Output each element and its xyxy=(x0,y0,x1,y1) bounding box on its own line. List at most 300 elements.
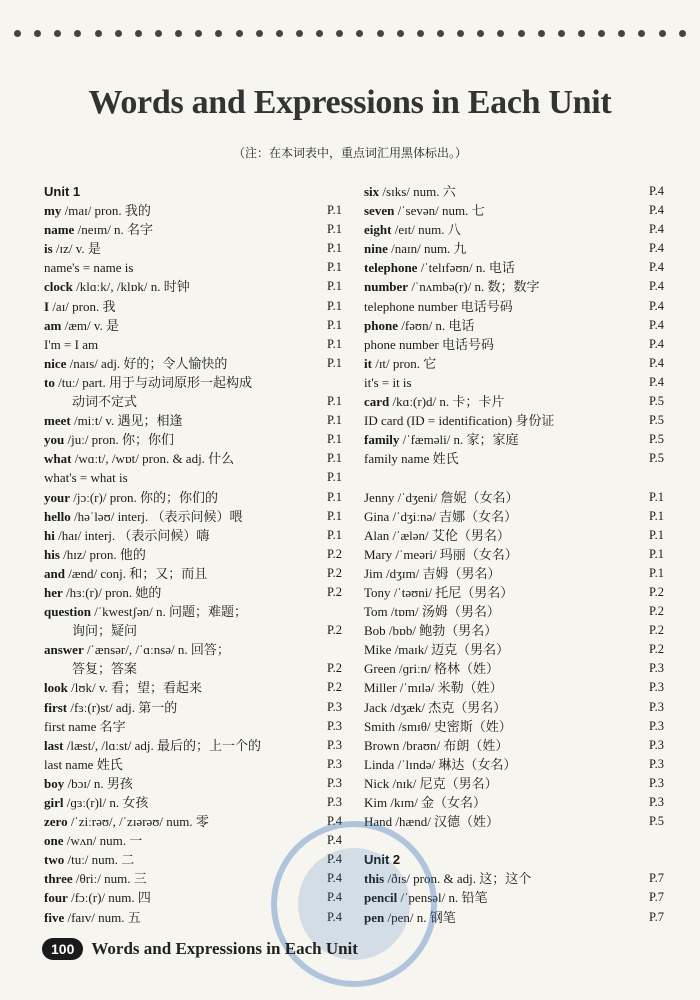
vocab-entry xyxy=(44,201,342,220)
headword: seven xyxy=(364,203,395,219)
definition: /fɔː(r)/ num. 四 xyxy=(67,890,151,906)
vocab-entry xyxy=(364,698,664,717)
vocab-entry xyxy=(44,831,342,850)
binding-dot xyxy=(135,30,142,37)
vocab-entry xyxy=(44,717,342,736)
page-ref: P.4 xyxy=(327,871,342,886)
page-ref: P.1 xyxy=(327,489,342,504)
definition: /lʊk/ v. 看；望；看起来 xyxy=(67,680,202,696)
page-ref: P.4 xyxy=(649,355,664,370)
vocab-entry xyxy=(364,335,664,354)
entry-text xyxy=(44,869,147,888)
vocab-entry xyxy=(44,430,342,449)
vocab-entry xyxy=(364,392,664,411)
page-ref: P.4 xyxy=(649,203,664,218)
headword: family xyxy=(364,432,400,448)
binding-dot xyxy=(95,30,102,37)
headword: Unit 2 xyxy=(364,852,401,868)
headword: his xyxy=(44,546,60,562)
definition: /hɪz/ pron. 他的 xyxy=(59,546,146,562)
entry-text xyxy=(44,850,134,869)
page-ref: P.4 xyxy=(649,317,664,332)
entry-text xyxy=(44,736,261,755)
page-ref: P.2 xyxy=(649,604,664,619)
headword: I xyxy=(44,298,50,314)
binding-dot xyxy=(155,30,162,37)
page-ref: P.2 xyxy=(327,546,342,561)
entry-text xyxy=(44,182,80,201)
headword: one xyxy=(44,833,64,849)
definition: /ðɪs/ pron. & adj. 这；这个 xyxy=(384,871,532,887)
definition: /naɪn/ num. 九 xyxy=(387,241,467,257)
entry-text xyxy=(364,297,513,316)
note: （注：在本词表中，重点词汇用黑体标出。） xyxy=(232,146,467,160)
page-ref: P.3 xyxy=(649,661,664,676)
vocab-entry xyxy=(44,297,342,316)
headword: pencil xyxy=(364,890,398,906)
vocab-entry xyxy=(44,640,342,659)
entry-text xyxy=(44,545,146,564)
binding-dot xyxy=(377,30,384,37)
headword: five xyxy=(44,909,65,925)
binding-dot xyxy=(54,30,61,37)
headword: card xyxy=(364,394,390,410)
vocab-entry xyxy=(364,449,664,468)
vocab-entry xyxy=(44,583,342,602)
page-ref: P.3 xyxy=(327,795,342,809)
vocab-entry xyxy=(44,354,342,373)
definition: phone number 电话号码 xyxy=(364,336,494,352)
binding-dot xyxy=(175,30,182,37)
entry-text xyxy=(364,640,509,659)
definition: /eɪt/ num. 八 xyxy=(391,222,461,238)
definition: 询问；疑问 xyxy=(72,623,138,639)
binding-dot xyxy=(215,30,222,37)
page-ref: P.3 xyxy=(649,718,664,733)
binding-dot xyxy=(598,30,605,37)
definition: /ˈziːrəʊ/, /ˈzɪərəʊ/ num. 零 xyxy=(67,814,209,830)
headword: your xyxy=(44,489,70,505)
vocab-entry xyxy=(364,812,664,831)
binding-dot xyxy=(195,30,202,37)
entry-text xyxy=(364,373,412,392)
entry-text xyxy=(364,182,456,201)
entry-text xyxy=(44,507,243,526)
definition: ID card (ID = identification) 身份证 xyxy=(364,413,555,429)
vocab-entry xyxy=(44,335,342,354)
page-ref: P.3 xyxy=(327,718,342,733)
definition: /æm/ v. 是 xyxy=(61,317,120,333)
definition: Kim /kɪm/ 金（女名） xyxy=(364,795,487,810)
page-ref: P.4 xyxy=(649,374,664,389)
definition: /ˈpensəl/ n. 铅笔 xyxy=(397,890,488,906)
page-ref: P.1 xyxy=(649,565,664,580)
page-ref: P.1 xyxy=(327,260,342,275)
entry-text xyxy=(364,736,508,755)
definition: /pen/ n. 钢笔 xyxy=(384,909,456,925)
vocab-entry xyxy=(364,774,664,793)
headword: telephone xyxy=(364,260,418,276)
page-ref: P.3 xyxy=(327,756,342,771)
vocab-entry xyxy=(44,507,342,526)
vocab-entry xyxy=(44,373,342,392)
entry-text xyxy=(44,354,227,373)
headword: clock xyxy=(44,279,73,295)
entry-text xyxy=(44,468,128,487)
binding-dot xyxy=(417,30,424,37)
entry-text xyxy=(44,621,137,640)
page-ref: P.3 xyxy=(327,737,342,752)
page-ref: P.3 xyxy=(649,737,664,752)
page-ref: P.4 xyxy=(649,298,664,313)
entry-text xyxy=(44,793,148,812)
headword: and xyxy=(44,565,65,581)
vocab-entry xyxy=(364,545,664,564)
definition: Alan /ˈælən/ 艾伦（男名） xyxy=(364,527,510,543)
vocab-entry xyxy=(44,277,342,296)
page-ref: P.3 xyxy=(649,775,664,790)
definition: /kɑː(r)d/ n. 卡；卡片 xyxy=(389,394,505,410)
vocab-entry xyxy=(364,602,664,621)
vocab-entry xyxy=(364,869,664,888)
binding-dot xyxy=(578,30,585,37)
definition: /læst/, /lɑːst/ adj. 最后的；上一个的 xyxy=(63,737,261,753)
definition: Bob /bɒb/ 鲍勃（男名） xyxy=(364,623,498,639)
vocab-entry xyxy=(364,621,664,640)
definition: Jack /dʒæk/ 杰克（男名） xyxy=(364,699,507,715)
vocab-entry xyxy=(364,354,664,373)
page-ref: P.4 xyxy=(327,852,342,867)
headword: zero xyxy=(44,814,68,830)
definition: Jim /dʒɪm/ 吉姆（男名） xyxy=(364,565,501,581)
definition: /ˈsevən/ num. 七 xyxy=(394,203,485,219)
definition: Jenny /ˈdʒeni/ 詹妮（女名） xyxy=(364,489,519,505)
binding-dot xyxy=(296,30,303,37)
headword: is xyxy=(44,241,53,257)
entry-text xyxy=(44,392,137,411)
vocab-entry xyxy=(44,850,342,869)
entry-text xyxy=(44,755,123,774)
definition: /juː/ pron. 你；你们 xyxy=(64,432,175,448)
entry-text xyxy=(364,869,531,888)
definition: first name 名字 xyxy=(44,718,126,734)
entry-text xyxy=(364,774,498,793)
headword: name xyxy=(44,222,75,238)
page-ref: P.4 xyxy=(649,241,664,256)
vocab-entry xyxy=(364,678,664,697)
vocab-entry xyxy=(44,755,342,774)
definition: /ˈfæməli/ n. 家；家庭 xyxy=(399,432,519,448)
entry-text xyxy=(44,526,209,545)
page-ref: P.3 xyxy=(649,795,664,809)
definition: /ɪz/ v. 是 xyxy=(52,241,101,257)
page-ref: P.1 xyxy=(327,241,342,256)
vocab-entry xyxy=(364,430,664,449)
vocab-entry xyxy=(44,564,342,583)
page-ref: P.5 xyxy=(649,432,664,447)
definition: /tuː/ num. 二 xyxy=(64,852,135,868)
vocab-entry xyxy=(44,602,342,621)
entry-text xyxy=(364,430,519,449)
entry-text xyxy=(44,812,209,831)
entry-text xyxy=(44,335,98,354)
binding-dots xyxy=(14,30,686,40)
page-ref: P.1 xyxy=(649,508,664,523)
page-ref: P.1 xyxy=(327,394,342,409)
headword: hi xyxy=(44,527,55,543)
vocab-entry xyxy=(364,659,664,678)
page-ref: P.1 xyxy=(327,336,342,351)
headword: eight xyxy=(364,222,392,238)
vocab-entry xyxy=(364,736,664,755)
entry-text xyxy=(364,507,517,526)
page-ref: P.3 xyxy=(649,680,664,695)
entry-text xyxy=(44,908,141,927)
page-ref: P.2 xyxy=(327,584,342,599)
definition: Linda /ˈlɪndə/ 琳达（女名） xyxy=(364,756,517,772)
entry-text xyxy=(44,488,218,507)
entry-text xyxy=(44,297,116,316)
entry-text xyxy=(364,908,456,927)
headword: Unit 1 xyxy=(44,184,81,199)
vocab-entry xyxy=(364,488,664,507)
definition: Tom /tɒm/ 汤姆（男名） xyxy=(364,604,500,620)
binding-dot xyxy=(477,30,484,37)
footer-title: Words and Expressions in Each Unit xyxy=(91,939,358,958)
definition: Brown /braʊn/ 布朗（姓） xyxy=(364,737,509,753)
definition: /neɪm/ n. 名字 xyxy=(74,222,154,238)
binding-dot xyxy=(14,30,21,37)
page-ref: P.4 xyxy=(327,890,342,905)
definition: /hɜː(r)/ pron. 她的 xyxy=(62,584,162,600)
definition: /ˈænsər/, /ˈɑːnsə/ n. 回答； xyxy=(83,642,230,658)
page-ref: P.3 xyxy=(327,775,342,790)
definition: 动词不定式 xyxy=(72,394,138,410)
vocab-entry xyxy=(364,526,664,545)
definition: /klɑːk/, /klɒk/ n. 时钟 xyxy=(72,279,190,295)
headword: four xyxy=(44,890,68,906)
page-ref: P.7 xyxy=(649,871,664,886)
definition: Mike /maɪk/ 迈克（男名） xyxy=(364,642,510,658)
binding-dot xyxy=(638,30,645,37)
page-ref: P.3 xyxy=(649,699,664,714)
headword: answer xyxy=(44,642,84,658)
definition: /ænd/ conj. 和；又；而且 xyxy=(64,565,208,581)
entry-text xyxy=(44,659,137,678)
page-ref: P.1 xyxy=(327,508,342,523)
definition: /wʌn/ num. 一 xyxy=(63,833,143,849)
binding-dot xyxy=(356,30,363,37)
entry-text xyxy=(44,564,207,583)
vocab-entry xyxy=(44,698,342,717)
binding-dot xyxy=(497,30,504,37)
page-ref: P.1 xyxy=(327,432,342,447)
definition: /ɪt/ pron. 它 xyxy=(371,355,437,371)
entry-text xyxy=(44,640,230,659)
definition: 答复；答案 xyxy=(72,661,138,677)
entry-text xyxy=(44,449,234,468)
page-ref: P.7 xyxy=(649,890,664,905)
vocab-entry xyxy=(44,392,342,411)
page-ref: P.4 xyxy=(327,909,342,924)
binding-dot xyxy=(397,30,404,37)
vocab-entry xyxy=(364,182,664,201)
headword: to xyxy=(44,374,55,390)
definition: what's = what is xyxy=(44,470,128,486)
entry-text xyxy=(364,659,499,678)
vocab-entry xyxy=(364,793,664,812)
definition: family name 姓氏 xyxy=(364,451,459,467)
binding-dot xyxy=(336,30,343,37)
vocab-entry xyxy=(364,201,664,220)
entry-text xyxy=(44,831,142,850)
headword: nice xyxy=(44,355,67,371)
page-ref: P.1 xyxy=(327,470,342,485)
entry-text xyxy=(44,258,133,277)
definition: /θriː/ num. 三 xyxy=(72,871,147,887)
entry-text xyxy=(44,411,183,430)
binding-dot xyxy=(236,30,243,37)
vocab-entry xyxy=(364,717,664,736)
entry-text xyxy=(364,316,474,335)
vocab-entry xyxy=(364,888,664,907)
headword: my xyxy=(44,203,62,219)
page-ref: P.1 xyxy=(327,527,342,542)
definition: Hand /hænd/ 汉德（姓） xyxy=(364,814,500,830)
spacer-row xyxy=(364,831,664,850)
vocab-entry xyxy=(44,869,342,888)
entry-text xyxy=(364,220,461,239)
spacer-row xyxy=(364,468,664,487)
page-ref: P.4 xyxy=(649,222,664,237)
page-title: Words and Expressions in Each Unit xyxy=(88,84,612,121)
entry-text xyxy=(44,602,247,621)
definition: /ˈkwestʃən/ n. 问题；难题； xyxy=(90,604,247,620)
page-ref: P.3 xyxy=(327,699,342,714)
definition: /miːt/ v. 遇见；相逢 xyxy=(70,413,183,429)
entry-text xyxy=(44,430,174,449)
footer xyxy=(42,938,358,960)
definition: Smith /smɪθ/ 史密斯（姓） xyxy=(364,718,512,734)
page-ref: P.2 xyxy=(327,661,342,676)
definition: Green /ɡriːn/ 格林（姓） xyxy=(364,661,500,677)
binding-dot xyxy=(558,30,565,37)
vocab-entry xyxy=(364,411,664,430)
vocab-entry xyxy=(44,411,342,430)
page-ref: P.4 xyxy=(327,814,342,829)
entry-text xyxy=(44,717,126,736)
entry-text xyxy=(44,678,202,697)
entry-text xyxy=(364,602,500,621)
vocab-entry xyxy=(44,220,342,239)
entry-text xyxy=(364,755,516,774)
page-number: 100 xyxy=(42,938,83,960)
headword: last xyxy=(44,737,64,753)
page-ref: P.5 xyxy=(649,394,664,409)
entry-text xyxy=(364,793,486,812)
page-ref: P.4 xyxy=(649,336,664,351)
entry-text xyxy=(364,545,518,564)
definition: /naɪs/ adj. 好的；令人愉快的 xyxy=(66,355,228,371)
binding-dot xyxy=(74,30,81,37)
definition: /ɡɜː(r)l/ n. 女孩 xyxy=(63,795,149,810)
vocab-entry xyxy=(364,297,664,316)
vocab-entry xyxy=(44,812,342,831)
vocab-entry xyxy=(364,277,664,296)
definition: Miller /ˈmɪlə/ 米勒（姓） xyxy=(364,680,503,696)
binding-dot xyxy=(437,30,444,37)
vocab-entry xyxy=(44,659,342,678)
page-ref: P.1 xyxy=(649,489,664,504)
vocab-entry xyxy=(364,316,664,335)
vocab-entry xyxy=(364,755,664,774)
vocab-entry xyxy=(44,736,342,755)
vocab-entry xyxy=(364,583,664,602)
entry-text xyxy=(364,411,554,430)
vocab-entry xyxy=(364,373,664,392)
entry-text xyxy=(364,335,494,354)
page-ref: P.1 xyxy=(327,317,342,332)
binding-dot xyxy=(538,30,545,37)
headword: am xyxy=(44,317,62,333)
vocab-entry xyxy=(44,908,342,927)
entry-text xyxy=(44,220,153,239)
vocab-entry xyxy=(44,316,342,335)
entry-text xyxy=(364,564,501,583)
vocab-entry xyxy=(364,908,664,927)
headword: her xyxy=(44,584,63,600)
page-ref: P.4 xyxy=(649,184,664,198)
binding-dot xyxy=(256,30,263,37)
page-ref: P.1 xyxy=(649,546,664,561)
entry-text xyxy=(44,888,151,907)
page-ref: P.2 xyxy=(327,623,342,638)
entry-text xyxy=(364,392,504,411)
definition: /wɑːt/, /wɒt/ pron. & adj. 什么 xyxy=(71,451,235,467)
vocab-entry xyxy=(364,507,664,526)
page-ref: P.1 xyxy=(649,527,664,542)
definition: last name 姓氏 xyxy=(44,756,123,772)
definition: Nick /nɪk/ 尼克（男名） xyxy=(364,775,498,791)
headword: it xyxy=(364,355,372,371)
binding-dot xyxy=(34,30,41,37)
headword: nine xyxy=(364,241,388,257)
definition: Tony /ˈtəʊni/ 托尼（男名） xyxy=(364,584,514,600)
definition: /ˈnʌmbə(r)/ n. 数；数字 xyxy=(408,279,540,295)
vocab-entry xyxy=(44,774,342,793)
definition: /ˈtelɪfəʊn/ n. 电话 xyxy=(417,260,515,276)
unit-heading xyxy=(44,182,342,201)
page-ref: P.5 xyxy=(649,451,664,466)
definition: /maɪ/ pron. 我的 xyxy=(61,203,151,219)
page-ref: P.4 xyxy=(327,833,342,848)
entry-text xyxy=(44,239,101,258)
page-ref: P.1 xyxy=(327,222,342,237)
vocab-entry xyxy=(44,239,342,258)
definition: telephone number 电话号码 xyxy=(364,298,513,314)
entry-text xyxy=(364,678,503,697)
entry-text xyxy=(364,888,488,907)
entry-text xyxy=(364,526,510,545)
vocab-entry xyxy=(44,793,342,812)
headword: two xyxy=(44,852,65,868)
vocab-entry xyxy=(44,545,342,564)
headword: boy xyxy=(44,775,65,791)
left-column xyxy=(44,182,342,927)
vocab-entry xyxy=(44,258,342,277)
headword: you xyxy=(44,432,65,448)
definition: it's = it is xyxy=(364,374,412,390)
